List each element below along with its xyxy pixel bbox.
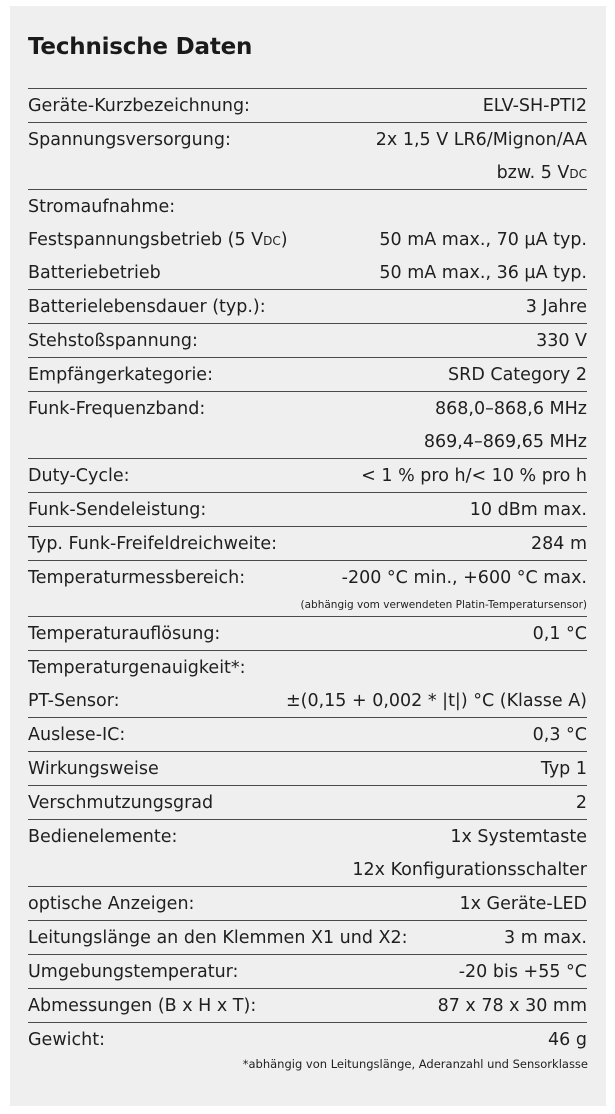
spec-line: [28, 89, 587, 122]
spec-row: [28, 89, 587, 123]
spec-label: [28, 230, 288, 250]
spec-value-text: 284 m: [530, 533, 587, 554]
spec-label-text: Batterielebensdauer (typ.):: [28, 296, 266, 317]
spec-line: [28, 921, 587, 954]
spec-label: [28, 827, 177, 847]
spec-label-text: Umgebungstemperatur:: [28, 961, 239, 982]
spec-value: [576, 793, 587, 813]
spec-value-text: 12x Konfigurationsschalter: [352, 859, 587, 880]
spec-row: [28, 786, 587, 820]
spec-label-text: Festspannungsbetrieb (5 V: [28, 229, 264, 250]
spec-label-text: Stehstoßspannung:: [28, 330, 198, 351]
spec-value-text: 87 x 78 x 30 mm: [437, 995, 587, 1016]
spec-label-text: Duty-Cycle:: [28, 465, 130, 486]
spec-note: (abhängig vom verwendeten Platin-Temperatursensor): [300, 599, 587, 611]
spec-value: [342, 568, 587, 588]
spec-label-subscript: DC: [263, 233, 281, 248]
spec-label: [28, 725, 125, 745]
spec-label: [28, 928, 408, 948]
spec-value-text: 46 g: [548, 1029, 587, 1050]
spec-table: [28, 88, 587, 1056]
spec-label-text: Bedienelemente:: [28, 826, 178, 847]
spec-line: [28, 786, 587, 819]
spec-label: [28, 130, 231, 150]
spec-line: [28, 684, 587, 717]
spec-label-text: Typ. Funk-Freifeldreichweite:: [28, 533, 278, 554]
spec-value-text: 0,3 °C: [532, 724, 587, 745]
spec-label: [28, 759, 159, 779]
spec-label-text: Temperaturmessbereich:: [28, 567, 246, 588]
spec-value-subscript: DC: [569, 166, 587, 181]
spec-row: [28, 190, 587, 290]
spec-value: [483, 96, 587, 116]
spec-value-text: < 1 % pro h/< 10 % pro h: [361, 465, 587, 486]
spec-value-text: 1x Systemtaste: [450, 826, 587, 847]
spec-line: [28, 392, 587, 425]
spec-value: [497, 163, 587, 183]
spec-value-text: 50 mA max., 36 µA typ.: [379, 262, 587, 283]
spec-value: [526, 297, 587, 317]
spec-label: [28, 534, 277, 554]
spec-label: [28, 894, 194, 914]
tech-data-panel: [10, 6, 606, 1106]
spec-value: [531, 534, 587, 554]
spec-line: [28, 989, 587, 1022]
spec-line: [28, 651, 587, 684]
spec-row: [28, 718, 587, 752]
spec-value-text: SRD Category 2: [448, 364, 587, 385]
spec-label-text: Verschmutzungsgrad: [28, 792, 214, 813]
spec-label-text: Abmessungen (B x H x T):: [28, 995, 257, 1016]
spec-line: [28, 459, 587, 492]
spec-value: [536, 331, 587, 351]
footnote: *abhängig von Leitungslänge, Aderanzahl und Sensorklasse: [242, 1057, 588, 1071]
spec-label-text: Funk-Frequenzband:: [28, 398, 206, 419]
spec-label: [28, 962, 238, 982]
spec-label: [28, 96, 250, 116]
spec-row: [28, 561, 587, 617]
spec-row: [28, 392, 587, 459]
spec-label: [28, 1030, 105, 1050]
spec-value-text: 2: [575, 792, 587, 813]
spec-line: [28, 425, 587, 458]
spec-row: [28, 1023, 587, 1056]
spec-row: [28, 493, 587, 527]
spec-line: [28, 324, 587, 357]
spec-value-text: 10 dBm max.: [469, 499, 587, 520]
spec-label-text: Spannungsversorgung:: [28, 129, 231, 150]
spec-label-text: Geräte-Kurzbezeichnung:: [28, 95, 250, 116]
spec-value: [379, 263, 587, 283]
spec-value-text: 1x Geräte-LED: [459, 893, 587, 914]
spec-value: [435, 399, 587, 419]
spec-value: [459, 894, 587, 914]
spec-row: [28, 651, 587, 718]
spec-label-text: Batteriebetrieb: [28, 262, 161, 283]
spec-line: [28, 1023, 587, 1056]
spec-label: [28, 691, 120, 711]
spec-value: [286, 691, 587, 711]
spec-value: [448, 365, 587, 385]
spec-label: [28, 996, 256, 1016]
spec-row: [28, 459, 587, 493]
spec-row: [28, 887, 587, 921]
spec-value-text: 330 V: [536, 330, 587, 351]
spec-line: [28, 820, 587, 853]
spec-line: [28, 617, 587, 650]
spec-row: [28, 358, 587, 392]
spec-value-text: Typ 1: [540, 758, 587, 779]
spec-label-text: Leitungslänge an den Klemmen X1 und X2:: [28, 927, 408, 948]
spec-value: [450, 827, 587, 847]
spec-label-text: Funk-Sendeleistung:: [28, 499, 207, 520]
spec-row: [28, 617, 587, 651]
spec-line: [28, 955, 587, 988]
spec-value-text: 50 mA max., 70 µA typ.: [379, 229, 587, 250]
spec-label: [28, 466, 130, 486]
spec-line: [28, 853, 587, 886]
spec-line: [28, 527, 587, 560]
spec-line: [28, 190, 587, 223]
page-title: Technische Daten: [28, 34, 253, 60]
spec-value: [470, 500, 587, 520]
spec-value: [459, 962, 587, 982]
spec-value: [361, 466, 587, 486]
spec-value: [541, 759, 587, 779]
spec-label: [28, 399, 205, 419]
spec-value-text: 868,0–868,6 MHz: [435, 398, 587, 419]
spec-label: [28, 658, 246, 678]
spec-line: [28, 123, 587, 156]
spec-value-text: -20 bis +55 °C: [458, 961, 587, 982]
spec-row: [28, 955, 587, 989]
spec-value-text: ELV-SH-PTI2: [482, 95, 587, 116]
spec-value: [504, 928, 587, 948]
spec-label-text: Empfängerkategorie:: [28, 364, 213, 385]
spec-value-text: 869,4–869,65 MHz: [423, 431, 587, 452]
spec-row: [28, 921, 587, 955]
spec-label: [28, 793, 213, 813]
spec-label: [28, 624, 220, 644]
spec-line: [28, 752, 587, 785]
spec-label-suffix: ): [280, 229, 288, 250]
spec-row: [28, 123, 587, 190]
spec-row: [28, 752, 587, 786]
spec-label-text: PT-Sensor:: [28, 690, 120, 711]
spec-value: [533, 624, 587, 644]
spec-label-text: Gewicht:: [28, 1029, 105, 1050]
spec-value-text: 3 Jahre: [525, 296, 587, 317]
spec-line: [28, 290, 587, 323]
spec-label: [28, 263, 161, 283]
spec-line: [28, 561, 587, 594]
spec-value: [376, 130, 587, 150]
spec-value: [352, 860, 587, 880]
spec-label: [28, 568, 245, 588]
spec-row: [28, 290, 587, 324]
spec-value: [548, 1030, 587, 1050]
spec-line: [28, 887, 587, 920]
spec-line: [28, 718, 587, 751]
spec-value-text: 2x 1,5 V LR6/Mignon/AA: [375, 129, 587, 150]
spec-label-text: Auslese-IC:: [28, 724, 126, 745]
spec-value-text: ±(0,15 + 0,002 * |t|) °C (Klasse A): [285, 690, 587, 711]
spec-label: [28, 197, 175, 217]
spec-label: [28, 297, 266, 317]
spec-label: [28, 500, 206, 520]
spec-row: [28, 527, 587, 561]
spec-value-text: 0,1 °C: [532, 623, 587, 644]
spec-label: [28, 331, 198, 351]
spec-value-text: bzw. 5 V: [496, 162, 570, 183]
spec-line: [28, 223, 587, 256]
spec-line: [28, 156, 587, 189]
spec-label-text: Temperaturauflösung:: [28, 623, 221, 644]
spec-line: [28, 256, 587, 289]
spec-line: [28, 358, 587, 391]
spec-value: [533, 725, 587, 745]
spec-row: [28, 324, 587, 358]
spec-value: [424, 432, 587, 452]
spec-label-text: Temperaturgenauigkeit*:: [28, 657, 246, 678]
spec-row: [28, 820, 587, 887]
spec-value: [379, 230, 587, 250]
spec-row: [28, 989, 587, 1023]
spec-value-text: -200 °C min., +600 °C max.: [341, 567, 587, 588]
spec-label-text: Stromaufnahme:: [28, 196, 176, 217]
spec-label-text: Wirkungsweise: [28, 758, 159, 779]
spec-label-text: optische Anzeigen:: [28, 893, 195, 914]
spec-line: [28, 493, 587, 526]
spec-value-text: 3 m max.: [504, 927, 587, 948]
spec-value: [438, 996, 587, 1016]
spec-label: [28, 365, 213, 385]
